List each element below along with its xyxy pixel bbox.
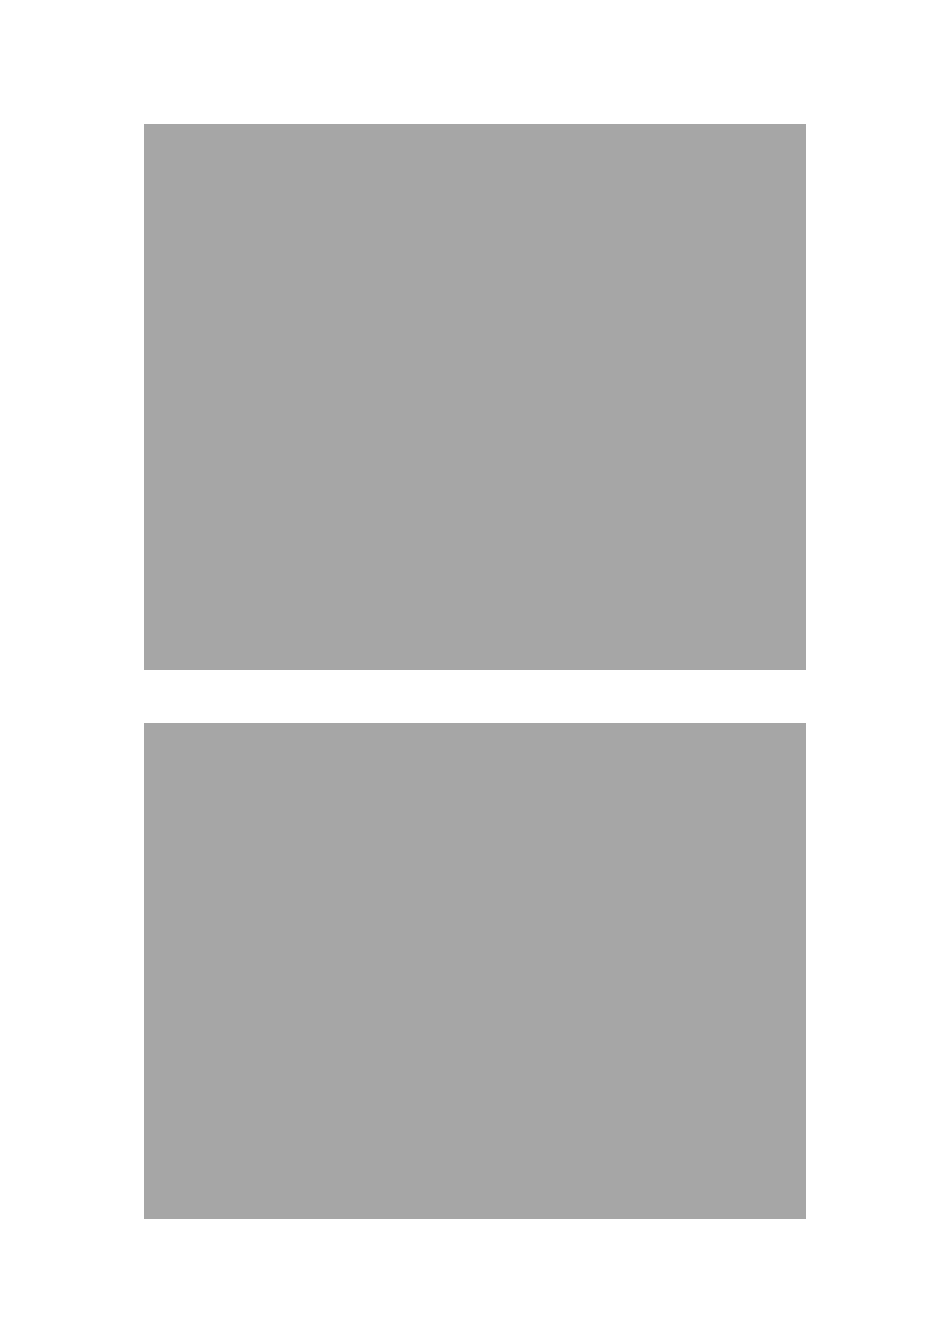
top-rules-block <box>144 124 806 670</box>
precepts-hall-rules-block <box>144 723 806 1219</box>
intro-paragraph <box>144 723 806 821</box>
